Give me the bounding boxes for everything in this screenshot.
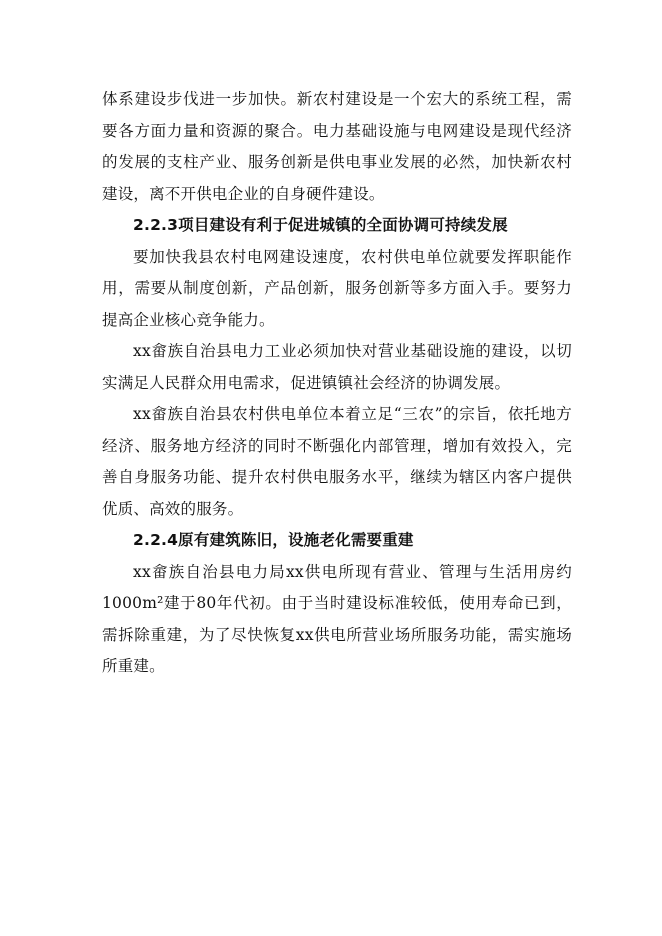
paragraph-power-infrastructure: xx畲族自治县电力工业必须加快对营业基础设施的建设，以切实满足人民群众用电需求，促进镇镇社会经济的协调发展。 <box>102 342 572 392</box>
section-heading-2-2-3: 2.2.3项目建设有利于促进城镇的全面协调可持续发展 <box>133 216 508 234</box>
section-heading-2-2-4: 2.2.4原有建筑陈旧，设施老化需要重建 <box>133 531 414 549</box>
paragraph-rebuild-facility: xx畲族自治县电力局xx供电所现有营业、管理与生活用房约1000m²建于80年代初。由于当时建设标准较低，使用寿命已到，需拆除重建，为了尽快恢复xx供电所营业场所服务功能，需实施场所重建。 <box>102 562 572 675</box>
paragraph-rural-grid-speed: 要加快我县农村电网建设速度，农村供电单位就要发挥职能作用，需要从制度创新，产品创新，服务创新等多方面入手。要努力提高企业核心竞争能力。 <box>102 247 572 329</box>
paragraph-three-agriculture: xx畲族自治县农村供电单位本着立足“三农”的宗旨，依托地方经济、服务地方经济的同时不断强化内部管理，增加有效投入，完善自身服务功能、提升农村供电服务水平，继续为辖区内客户提供优质、高效的服务。 <box>102 405 572 518</box>
document-body <box>102 84 572 683</box>
paragraph-new-rural-construction: 体系建设步伐进一步加快。新农村建设是一个宏大的系统工程，需要各方面力量和资源的聚合。电力基础设施与电网建设是现代经济的发展的支柱产业、服务创新是供电事业发展的必然，加快新农村建设，离不开供电企业的自身硬件建设。 <box>102 90 572 203</box>
